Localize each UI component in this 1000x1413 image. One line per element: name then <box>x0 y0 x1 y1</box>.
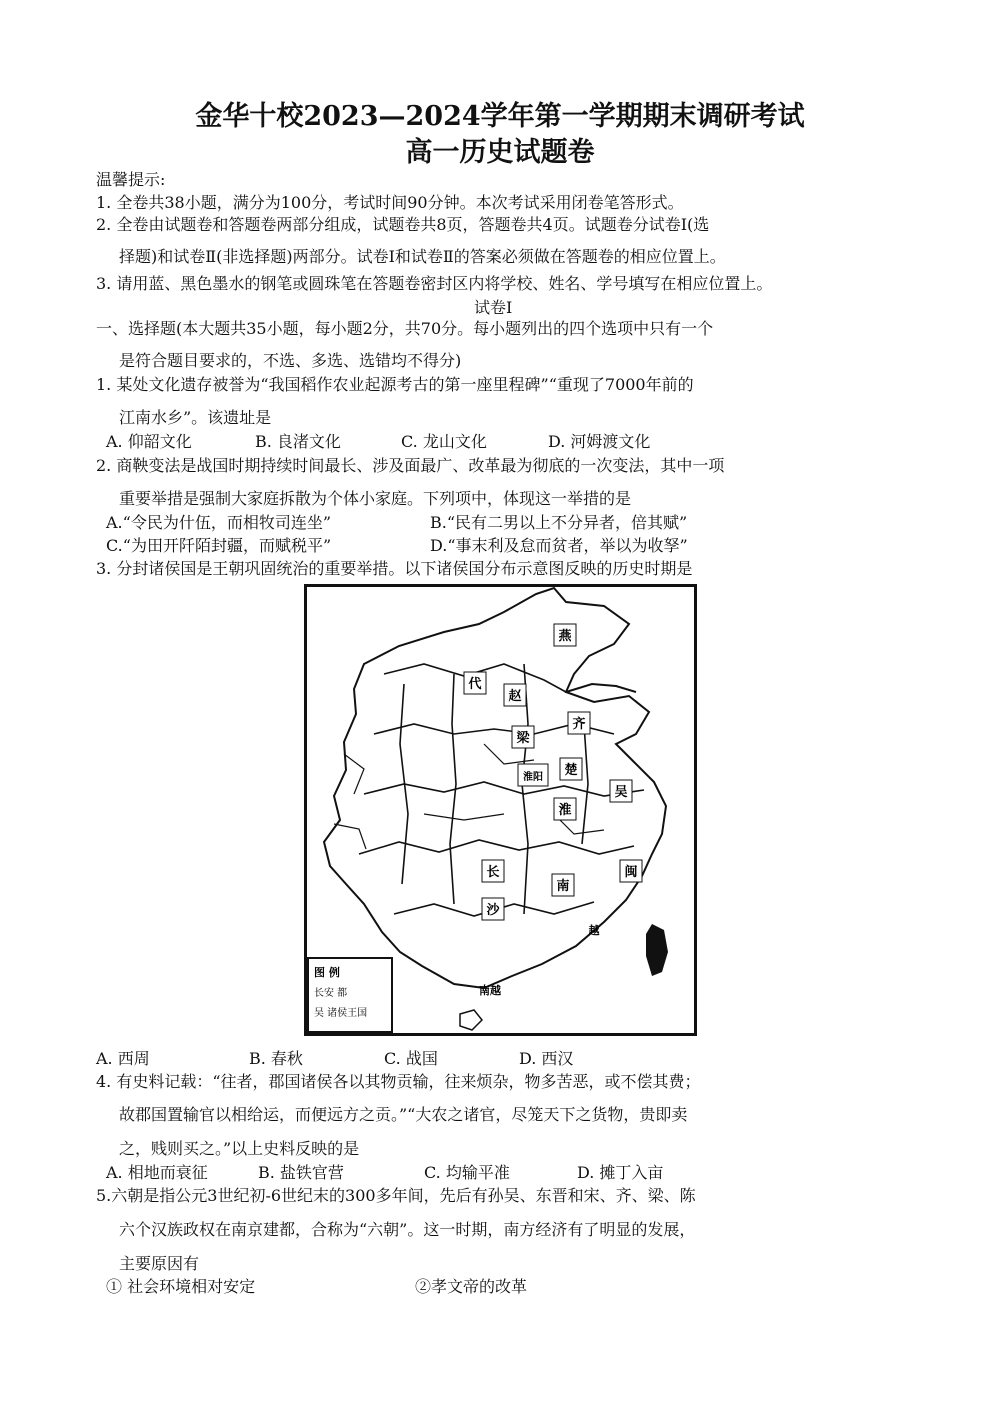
map-state-zhao: 赵 <box>508 689 522 704</box>
notice-heading: 温馨提示: <box>96 170 166 189</box>
q2-option-b: B.“民有二男以上不分异者，倍其赋” <box>430 513 688 532</box>
q5-stem-line-3: 主要原因有 <box>119 1254 200 1273</box>
map-legend <box>308 958 392 1032</box>
map-state-chu: 楚 <box>564 763 578 778</box>
notice-item-1: 1. 全卷共38小题，满分为100分，考试时间90分钟。本次考试采用闭卷笔答形式。 <box>96 193 684 212</box>
legend-title: 图 例 <box>314 966 340 979</box>
map-state-nan: 南 <box>556 879 570 894</box>
q1-option-b: B. 良渚文化 <box>255 432 341 451</box>
q3-stem: 3. 分封诸侯国是王朝巩固统治的重要举措。以下诸侯国分布示意图反映的历史时期是 <box>96 559 693 578</box>
q4-option-c: C. 均输平准 <box>424 1163 510 1182</box>
q1-option-c: C. 龙山文化 <box>401 432 487 451</box>
map-state-wu: 吴 <box>614 785 628 800</box>
q1-stem-line-1: 1. 某处文化遗存被誉为“我国稻作农业起源考古的第一座里程碑”“重现了7000年前的 <box>96 375 694 394</box>
section-instruction-line-1: 一、选择题(本大题共35小题，每小题2分，共70分。每小题列出的四个选项中只有一个 <box>96 319 714 338</box>
q2-option-a: A.“令民为什伍，而相牧司连坐” <box>106 513 332 532</box>
q2-stem-line-1: 2. 商鞅变法是战国时期持续时间最长、涉及面最广、改革最为彻底的一次变法，其中一项 <box>96 456 725 475</box>
q2-option-d: D.“事末利及怠而贫者，举以为收孥” <box>430 536 688 555</box>
exam-title: 金华十校2023—2024学年第一学期期末调研考试 <box>195 101 805 132</box>
q4-option-b: B. 盐铁官营 <box>258 1163 344 1182</box>
notice-item-2-line-1: 2. 全卷由试题卷和答题卷两部分组成，试题卷共8页，答题卷共4页。试题卷分试卷Ⅰ(选 <box>96 215 710 234</box>
han-feudal-states-map <box>304 584 697 1036</box>
q1-option-a: A. 仰韶文化 <box>106 432 192 451</box>
q3-option-d: D. 西汉 <box>519 1049 574 1068</box>
map-state-min: 闽 <box>624 865 638 880</box>
q2-stem-line-2: 重要举措是强制大家庭拆散为个体小家庭。下列项中，体现这一举措的是 <box>119 489 632 508</box>
q3-option-c: C. 战国 <box>384 1049 438 1068</box>
map-state-qi: 齐 <box>572 717 586 732</box>
q5-stem-line-1: 5.六朝是指公元3世纪初-6世纪末的300多年间，先后有孙吴、东晋和宋、齐、梁、陈 <box>96 1186 696 1205</box>
map-state-liang: 梁 <box>516 731 530 746</box>
notice-item-2-line-2: 择题)和试卷Ⅱ(非选择题)两部分。试卷Ⅰ和试卷Ⅱ的答案必须做在答题卷的相应位置上。 <box>119 247 726 266</box>
map-state-huai: 淮 <box>558 803 572 818</box>
q1-option-d: D. 河姆渡文化 <box>548 432 651 451</box>
map-state-chang: 长 <box>486 865 500 880</box>
q3-option-a: A. 西周 <box>96 1049 150 1068</box>
q4-stem-line-3: 之，贱则买之。”以上史料反映的是 <box>119 1139 360 1158</box>
q5-item-1: ① 社会环境相对安定 <box>106 1277 256 1296</box>
q4-option-a: A. 相地而衰征 <box>106 1163 208 1182</box>
q3-option-b: B. 春秋 <box>249 1049 303 1068</box>
map-state-dai: 代 <box>468 677 482 692</box>
map-state-huaiyang: 淮阳 <box>523 772 543 783</box>
section-instruction-line-2: 是符合题目要求的，不选、多选、选错均不得分) <box>119 351 462 370</box>
q2-option-c: C.“为田开阡陌封疆，而赋税平” <box>106 536 332 555</box>
map-state-nanyue: 南越 <box>479 984 501 997</box>
map-state-yue: 越 <box>588 924 600 937</box>
q5-item-2: ②孝文帝的改革 <box>415 1277 528 1296</box>
legend-kingdom: 吴 诸侯王国 <box>314 1008 368 1019</box>
exam-subtitle: 高一历史试题卷 <box>405 137 595 168</box>
q1-stem-line-2: 江南水乡”。该遗址是 <box>119 408 272 427</box>
q4-stem-line-2: 故郡国置输官以相给运，而便远方之贡。”“大农之诸官，尽笼天下之货物，贵即卖 <box>119 1105 688 1124</box>
q4-stem-line-1: 4. 有史料记载：“往者，郡国诸侯各以其物贡输，往来烦杂，物多苦恶，或不偿其费； <box>96 1072 701 1091</box>
q5-stem-line-2: 六个汉族政权在南京建都，合称为“六朝”。这一时期，南方经济有了明显的发展， <box>119 1220 696 1239</box>
paper-label: 试卷Ⅰ <box>474 298 513 317</box>
map-state-sha: 沙 <box>486 903 500 918</box>
notice-item-3: 3. 请用蓝、黑色墨水的钢笔或圆珠笔在答题卷密封区内将学校、姓名、学号填写在相应位置上。 <box>96 274 773 293</box>
map-state-yan: 燕 <box>558 629 572 644</box>
legend-capital: 长安 都 <box>314 988 348 999</box>
q4-option-d: D. 摊丁入亩 <box>577 1163 664 1182</box>
